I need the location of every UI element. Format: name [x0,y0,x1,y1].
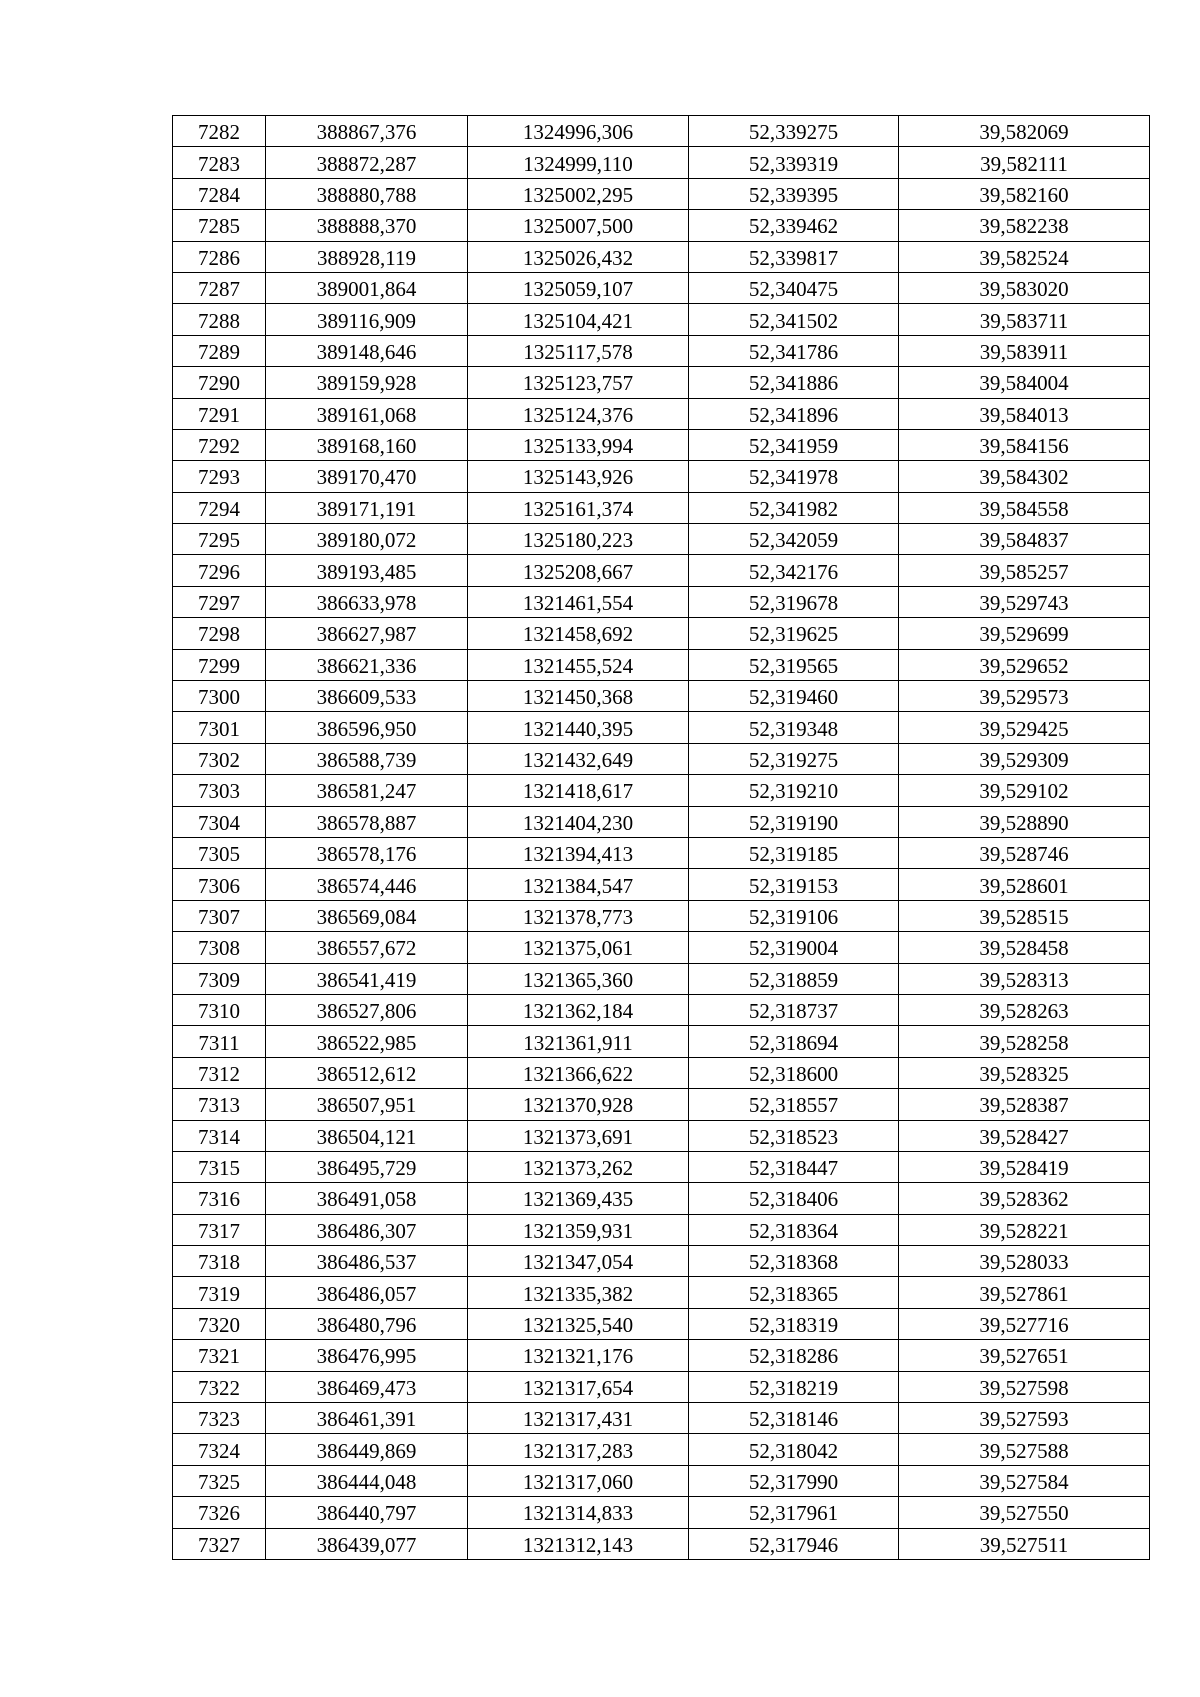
second-geo-coordinate-cell: 39,529425 [899,712,1150,743]
first-geo-coordinate-cell: 52,318365 [689,1277,899,1308]
first-geo-coordinate-cell: 52,318694 [689,1026,899,1057]
table-row [173,147,1150,178]
first-geo-coordinate-cell: 52,342059 [689,524,899,555]
table-row [173,492,1150,523]
point-number-cell: 7283 [173,147,266,178]
table-row [173,524,1150,555]
x-coordinate-cell: 386633,978 [266,586,468,617]
first-geo-coordinate-cell: 52,318146 [689,1403,899,1434]
first-geo-coordinate-cell: 52,339395 [689,178,899,209]
second-geo-coordinate-cell: 39,585257 [899,555,1150,586]
second-geo-coordinate-cell: 39,582238 [899,210,1150,241]
x-coordinate-cell: 386578,887 [266,806,468,837]
second-geo-coordinate-cell: 39,528258 [899,1026,1150,1057]
table-row [173,304,1150,335]
second-geo-coordinate-cell: 39,529309 [899,743,1150,774]
y-coordinate-cell: 1321370,928 [468,1089,689,1120]
first-geo-coordinate-cell: 52,341959 [689,429,899,460]
point-number-cell: 7308 [173,932,266,963]
second-geo-coordinate-cell: 39,528601 [899,869,1150,900]
y-coordinate-cell: 1321450,368 [468,681,689,712]
point-number-cell: 7319 [173,1277,266,1308]
x-coordinate-cell: 386574,446 [266,869,468,900]
x-coordinate-cell: 386596,950 [266,712,468,743]
y-coordinate-cell: 1325143,926 [468,461,689,492]
x-coordinate-cell: 389159,928 [266,367,468,398]
y-coordinate-cell: 1321335,382 [468,1277,689,1308]
first-geo-coordinate-cell: 52,342176 [689,555,899,586]
y-coordinate-cell: 1321378,773 [468,900,689,931]
first-geo-coordinate-cell: 52,318406 [689,1183,899,1214]
second-geo-coordinate-cell: 39,584837 [899,524,1150,555]
point-number-cell: 7284 [173,178,266,209]
point-number-cell: 7326 [173,1497,266,1528]
first-geo-coordinate-cell: 52,319190 [689,806,899,837]
table-row [173,618,1150,649]
table-row [173,1026,1150,1057]
first-geo-coordinate-cell: 52,339462 [689,210,899,241]
second-geo-coordinate-cell: 39,527861 [899,1277,1150,1308]
first-geo-coordinate-cell: 52,318737 [689,994,899,1025]
second-geo-coordinate-cell: 39,528362 [899,1183,1150,1214]
x-coordinate-cell: 388872,287 [266,147,468,178]
y-coordinate-cell: 1325161,374 [468,492,689,523]
point-number-cell: 7314 [173,1120,266,1151]
x-coordinate-cell: 389171,191 [266,492,468,523]
x-coordinate-cell: 386621,336 [266,649,468,680]
point-number-cell: 7286 [173,241,266,272]
x-coordinate-cell: 386461,391 [266,1403,468,1434]
point-number-cell: 7322 [173,1371,266,1402]
point-number-cell: 7306 [173,869,266,900]
table-row [173,335,1150,366]
table-row [173,1371,1150,1402]
table-row [173,1151,1150,1182]
second-geo-coordinate-cell: 39,528387 [899,1089,1150,1120]
first-geo-coordinate-cell: 52,318042 [689,1434,899,1465]
second-geo-coordinate-cell: 39,528313 [899,963,1150,994]
y-coordinate-cell: 1325117,578 [468,335,689,366]
y-coordinate-cell: 1321369,435 [468,1183,689,1214]
table-row [173,1340,1150,1371]
y-coordinate-cell: 1321373,262 [468,1151,689,1182]
x-coordinate-cell: 386581,247 [266,775,468,806]
y-coordinate-cell: 1321317,060 [468,1465,689,1496]
point-number-cell: 7301 [173,712,266,743]
x-coordinate-cell: 386527,806 [266,994,468,1025]
y-coordinate-cell: 1321317,654 [468,1371,689,1402]
table-row [173,429,1150,460]
y-coordinate-cell: 1321314,833 [468,1497,689,1528]
x-coordinate-cell: 386440,797 [266,1497,468,1528]
first-geo-coordinate-cell: 52,318368 [689,1246,899,1277]
point-number-cell: 7309 [173,963,266,994]
point-number-cell: 7282 [173,116,266,147]
table-row [173,963,1150,994]
first-geo-coordinate-cell: 52,318557 [689,1089,899,1120]
table-row [173,743,1150,774]
x-coordinate-cell: 386486,307 [266,1214,468,1245]
x-coordinate-cell: 386486,537 [266,1246,468,1277]
point-number-cell: 7298 [173,618,266,649]
x-coordinate-cell: 386486,057 [266,1277,468,1308]
y-coordinate-cell: 1325123,757 [468,367,689,398]
table-row [173,1089,1150,1120]
first-geo-coordinate-cell: 52,339275 [689,116,899,147]
table-row [173,272,1150,303]
table-row [173,367,1150,398]
table-row [173,681,1150,712]
second-geo-coordinate-cell: 39,527716 [899,1308,1150,1339]
x-coordinate-cell: 389001,864 [266,272,468,303]
second-geo-coordinate-cell: 39,583711 [899,304,1150,335]
x-coordinate-cell: 386507,951 [266,1089,468,1120]
first-geo-coordinate-cell: 52,341886 [689,367,899,398]
point-number-cell: 7310 [173,994,266,1025]
table-row [173,932,1150,963]
y-coordinate-cell: 1321375,061 [468,932,689,963]
table-row [173,1528,1150,1559]
x-coordinate-cell: 389116,909 [266,304,468,335]
y-coordinate-cell: 1321365,360 [468,963,689,994]
first-geo-coordinate-cell: 52,341982 [689,492,899,523]
point-number-cell: 7285 [173,210,266,241]
first-geo-coordinate-cell: 52,341786 [689,335,899,366]
point-number-cell: 7325 [173,1465,266,1496]
y-coordinate-cell: 1324996,306 [468,116,689,147]
table-row [173,555,1150,586]
x-coordinate-cell: 386480,796 [266,1308,468,1339]
second-geo-coordinate-cell: 39,582069 [899,116,1150,147]
second-geo-coordinate-cell: 39,582160 [899,178,1150,209]
second-geo-coordinate-cell: 39,527593 [899,1403,1150,1434]
first-geo-coordinate-cell: 52,341896 [689,398,899,429]
point-number-cell: 7293 [173,461,266,492]
point-number-cell: 7290 [173,367,266,398]
second-geo-coordinate-cell: 39,584302 [899,461,1150,492]
second-geo-coordinate-cell: 39,527511 [899,1528,1150,1559]
first-geo-coordinate-cell: 52,317946 [689,1528,899,1559]
first-geo-coordinate-cell: 52,319153 [689,869,899,900]
first-geo-coordinate-cell: 52,318286 [689,1340,899,1371]
y-coordinate-cell: 1321373,691 [468,1120,689,1151]
second-geo-coordinate-cell: 39,529102 [899,775,1150,806]
coordinates-table [172,115,1150,1560]
first-geo-coordinate-cell: 52,318523 [689,1120,899,1151]
second-geo-coordinate-cell: 39,529743 [899,586,1150,617]
table-row [173,837,1150,868]
table-row [173,869,1150,900]
first-geo-coordinate-cell: 52,319625 [689,618,899,649]
first-geo-coordinate-cell: 52,317990 [689,1465,899,1496]
first-geo-coordinate-cell: 52,318319 [689,1308,899,1339]
first-geo-coordinate-cell: 52,318859 [689,963,899,994]
x-coordinate-cell: 389148,646 [266,335,468,366]
point-number-cell: 7302 [173,743,266,774]
x-coordinate-cell: 389170,470 [266,461,468,492]
point-number-cell: 7320 [173,1308,266,1339]
first-geo-coordinate-cell: 52,319348 [689,712,899,743]
y-coordinate-cell: 1325002,295 [468,178,689,209]
table-row [173,1183,1150,1214]
point-number-cell: 7327 [173,1528,266,1559]
second-geo-coordinate-cell: 39,528325 [899,1057,1150,1088]
table-row [173,1465,1150,1496]
first-geo-coordinate-cell: 52,339817 [689,241,899,272]
point-number-cell: 7303 [173,775,266,806]
table-row [173,178,1150,209]
point-number-cell: 7295 [173,524,266,555]
y-coordinate-cell: 1321404,230 [468,806,689,837]
y-coordinate-cell: 1321362,184 [468,994,689,1025]
point-number-cell: 7296 [173,555,266,586]
point-number-cell: 7287 [173,272,266,303]
x-coordinate-cell: 386504,121 [266,1120,468,1151]
x-coordinate-cell: 386557,672 [266,932,468,963]
x-coordinate-cell: 386491,058 [266,1183,468,1214]
table-row [173,210,1150,241]
y-coordinate-cell: 1321321,176 [468,1340,689,1371]
point-number-cell: 7304 [173,806,266,837]
table-row [173,1120,1150,1151]
first-geo-coordinate-cell: 52,341502 [689,304,899,335]
second-geo-coordinate-cell: 39,582524 [899,241,1150,272]
first-geo-coordinate-cell: 52,318447 [689,1151,899,1182]
second-geo-coordinate-cell: 39,529699 [899,618,1150,649]
x-coordinate-cell: 386588,739 [266,743,468,774]
y-coordinate-cell: 1325059,107 [468,272,689,303]
first-geo-coordinate-cell: 52,318219 [689,1371,899,1402]
second-geo-coordinate-cell: 39,528746 [899,837,1150,868]
second-geo-coordinate-cell: 39,528427 [899,1120,1150,1151]
x-coordinate-cell: 386469,473 [266,1371,468,1402]
point-number-cell: 7289 [173,335,266,366]
point-number-cell: 7307 [173,900,266,931]
second-geo-coordinate-cell: 39,527584 [899,1465,1150,1496]
x-coordinate-cell: 386609,533 [266,681,468,712]
point-number-cell: 7323 [173,1403,266,1434]
x-coordinate-cell: 386439,077 [266,1528,468,1559]
second-geo-coordinate-cell: 39,529573 [899,681,1150,712]
y-coordinate-cell: 1325104,421 [468,304,689,335]
point-number-cell: 7297 [173,586,266,617]
second-geo-coordinate-cell: 39,528033 [899,1246,1150,1277]
y-coordinate-cell: 1321317,431 [468,1403,689,1434]
point-number-cell: 7305 [173,837,266,868]
y-coordinate-cell: 1321325,540 [468,1308,689,1339]
table-row [173,1497,1150,1528]
second-geo-coordinate-cell: 39,528458 [899,932,1150,963]
y-coordinate-cell: 1325180,223 [468,524,689,555]
first-geo-coordinate-cell: 52,339319 [689,147,899,178]
table-body [173,116,1150,1560]
y-coordinate-cell: 1321394,413 [468,837,689,868]
second-geo-coordinate-cell: 39,528221 [899,1214,1150,1245]
point-number-cell: 7288 [173,304,266,335]
table-row [173,398,1150,429]
point-number-cell: 7311 [173,1026,266,1057]
point-number-cell: 7321 [173,1340,266,1371]
table-row [173,1277,1150,1308]
second-geo-coordinate-cell: 39,528515 [899,900,1150,931]
first-geo-coordinate-cell: 52,317961 [689,1497,899,1528]
y-coordinate-cell: 1325208,667 [468,555,689,586]
table-row [173,1434,1150,1465]
y-coordinate-cell: 1325007,500 [468,210,689,241]
table-row [173,712,1150,743]
point-number-cell: 7291 [173,398,266,429]
first-geo-coordinate-cell: 52,319004 [689,932,899,963]
second-geo-coordinate-cell: 39,528263 [899,994,1150,1025]
first-geo-coordinate-cell: 52,319678 [689,586,899,617]
y-coordinate-cell: 1321458,692 [468,618,689,649]
point-number-cell: 7317 [173,1214,266,1245]
second-geo-coordinate-cell: 39,527588 [899,1434,1150,1465]
y-coordinate-cell: 1321432,649 [468,743,689,774]
second-geo-coordinate-cell: 39,583911 [899,335,1150,366]
first-geo-coordinate-cell: 52,319106 [689,900,899,931]
x-coordinate-cell: 386449,869 [266,1434,468,1465]
x-coordinate-cell: 388888,370 [266,210,468,241]
point-number-cell: 7324 [173,1434,266,1465]
first-geo-coordinate-cell: 52,319275 [689,743,899,774]
second-geo-coordinate-cell: 39,584558 [899,492,1150,523]
table-row [173,1246,1150,1277]
point-number-cell: 7294 [173,492,266,523]
point-number-cell: 7315 [173,1151,266,1182]
table-row [173,1057,1150,1088]
first-geo-coordinate-cell: 52,319185 [689,837,899,868]
y-coordinate-cell: 1321384,547 [468,869,689,900]
y-coordinate-cell: 1321347,054 [468,1246,689,1277]
table-row [173,1214,1150,1245]
x-coordinate-cell: 386476,995 [266,1340,468,1371]
x-coordinate-cell: 386512,612 [266,1057,468,1088]
y-coordinate-cell: 1321418,617 [468,775,689,806]
second-geo-coordinate-cell: 39,583020 [899,272,1150,303]
table-row [173,806,1150,837]
table-row [173,461,1150,492]
second-geo-coordinate-cell: 39,584156 [899,429,1150,460]
table-row [173,900,1150,931]
y-coordinate-cell: 1325124,376 [468,398,689,429]
y-coordinate-cell: 1321317,283 [468,1434,689,1465]
first-geo-coordinate-cell: 52,318364 [689,1214,899,1245]
x-coordinate-cell: 386627,987 [266,618,468,649]
second-geo-coordinate-cell: 39,529652 [899,649,1150,680]
x-coordinate-cell: 388867,376 [266,116,468,147]
second-geo-coordinate-cell: 39,527550 [899,1497,1150,1528]
x-coordinate-cell: 386495,729 [266,1151,468,1182]
y-coordinate-cell: 1321312,143 [468,1528,689,1559]
point-number-cell: 7313 [173,1089,266,1120]
x-coordinate-cell: 388928,119 [266,241,468,272]
x-coordinate-cell: 386444,048 [266,1465,468,1496]
first-geo-coordinate-cell: 52,319460 [689,681,899,712]
second-geo-coordinate-cell: 39,528419 [899,1151,1150,1182]
second-geo-coordinate-cell: 39,584013 [899,398,1150,429]
x-coordinate-cell: 389193,485 [266,555,468,586]
point-number-cell: 7312 [173,1057,266,1088]
table-row [173,775,1150,806]
x-coordinate-cell: 389168,160 [266,429,468,460]
table-row [173,994,1150,1025]
table-row [173,1403,1150,1434]
first-geo-coordinate-cell: 52,341978 [689,461,899,492]
y-coordinate-cell: 1325133,994 [468,429,689,460]
first-geo-coordinate-cell: 52,319210 [689,775,899,806]
second-geo-coordinate-cell: 39,528890 [899,806,1150,837]
point-number-cell: 7292 [173,429,266,460]
y-coordinate-cell: 1321455,524 [468,649,689,680]
second-geo-coordinate-cell: 39,584004 [899,367,1150,398]
point-number-cell: 7318 [173,1246,266,1277]
x-coordinate-cell: 389161,068 [266,398,468,429]
y-coordinate-cell: 1321461,554 [468,586,689,617]
x-coordinate-cell: 386569,084 [266,900,468,931]
y-coordinate-cell: 1324999,110 [468,147,689,178]
first-geo-coordinate-cell: 52,340475 [689,272,899,303]
second-geo-coordinate-cell: 39,527651 [899,1340,1150,1371]
second-geo-coordinate-cell: 39,582111 [899,147,1150,178]
y-coordinate-cell: 1321440,395 [468,712,689,743]
x-coordinate-cell: 386541,419 [266,963,468,994]
table-row [173,241,1150,272]
x-coordinate-cell: 386522,985 [266,1026,468,1057]
point-number-cell: 7300 [173,681,266,712]
table-row [173,1308,1150,1339]
table-row [173,586,1150,617]
table-row [173,649,1150,680]
y-coordinate-cell: 1325026,432 [468,241,689,272]
y-coordinate-cell: 1321359,931 [468,1214,689,1245]
table-row [173,116,1150,147]
y-coordinate-cell: 1321361,911 [468,1026,689,1057]
x-coordinate-cell: 389180,072 [266,524,468,555]
point-number-cell: 7299 [173,649,266,680]
point-number-cell: 7316 [173,1183,266,1214]
first-geo-coordinate-cell: 52,318600 [689,1057,899,1088]
second-geo-coordinate-cell: 39,527598 [899,1371,1150,1402]
x-coordinate-cell: 388880,788 [266,178,468,209]
y-coordinate-cell: 1321366,622 [468,1057,689,1088]
first-geo-coordinate-cell: 52,319565 [689,649,899,680]
x-coordinate-cell: 386578,176 [266,837,468,868]
